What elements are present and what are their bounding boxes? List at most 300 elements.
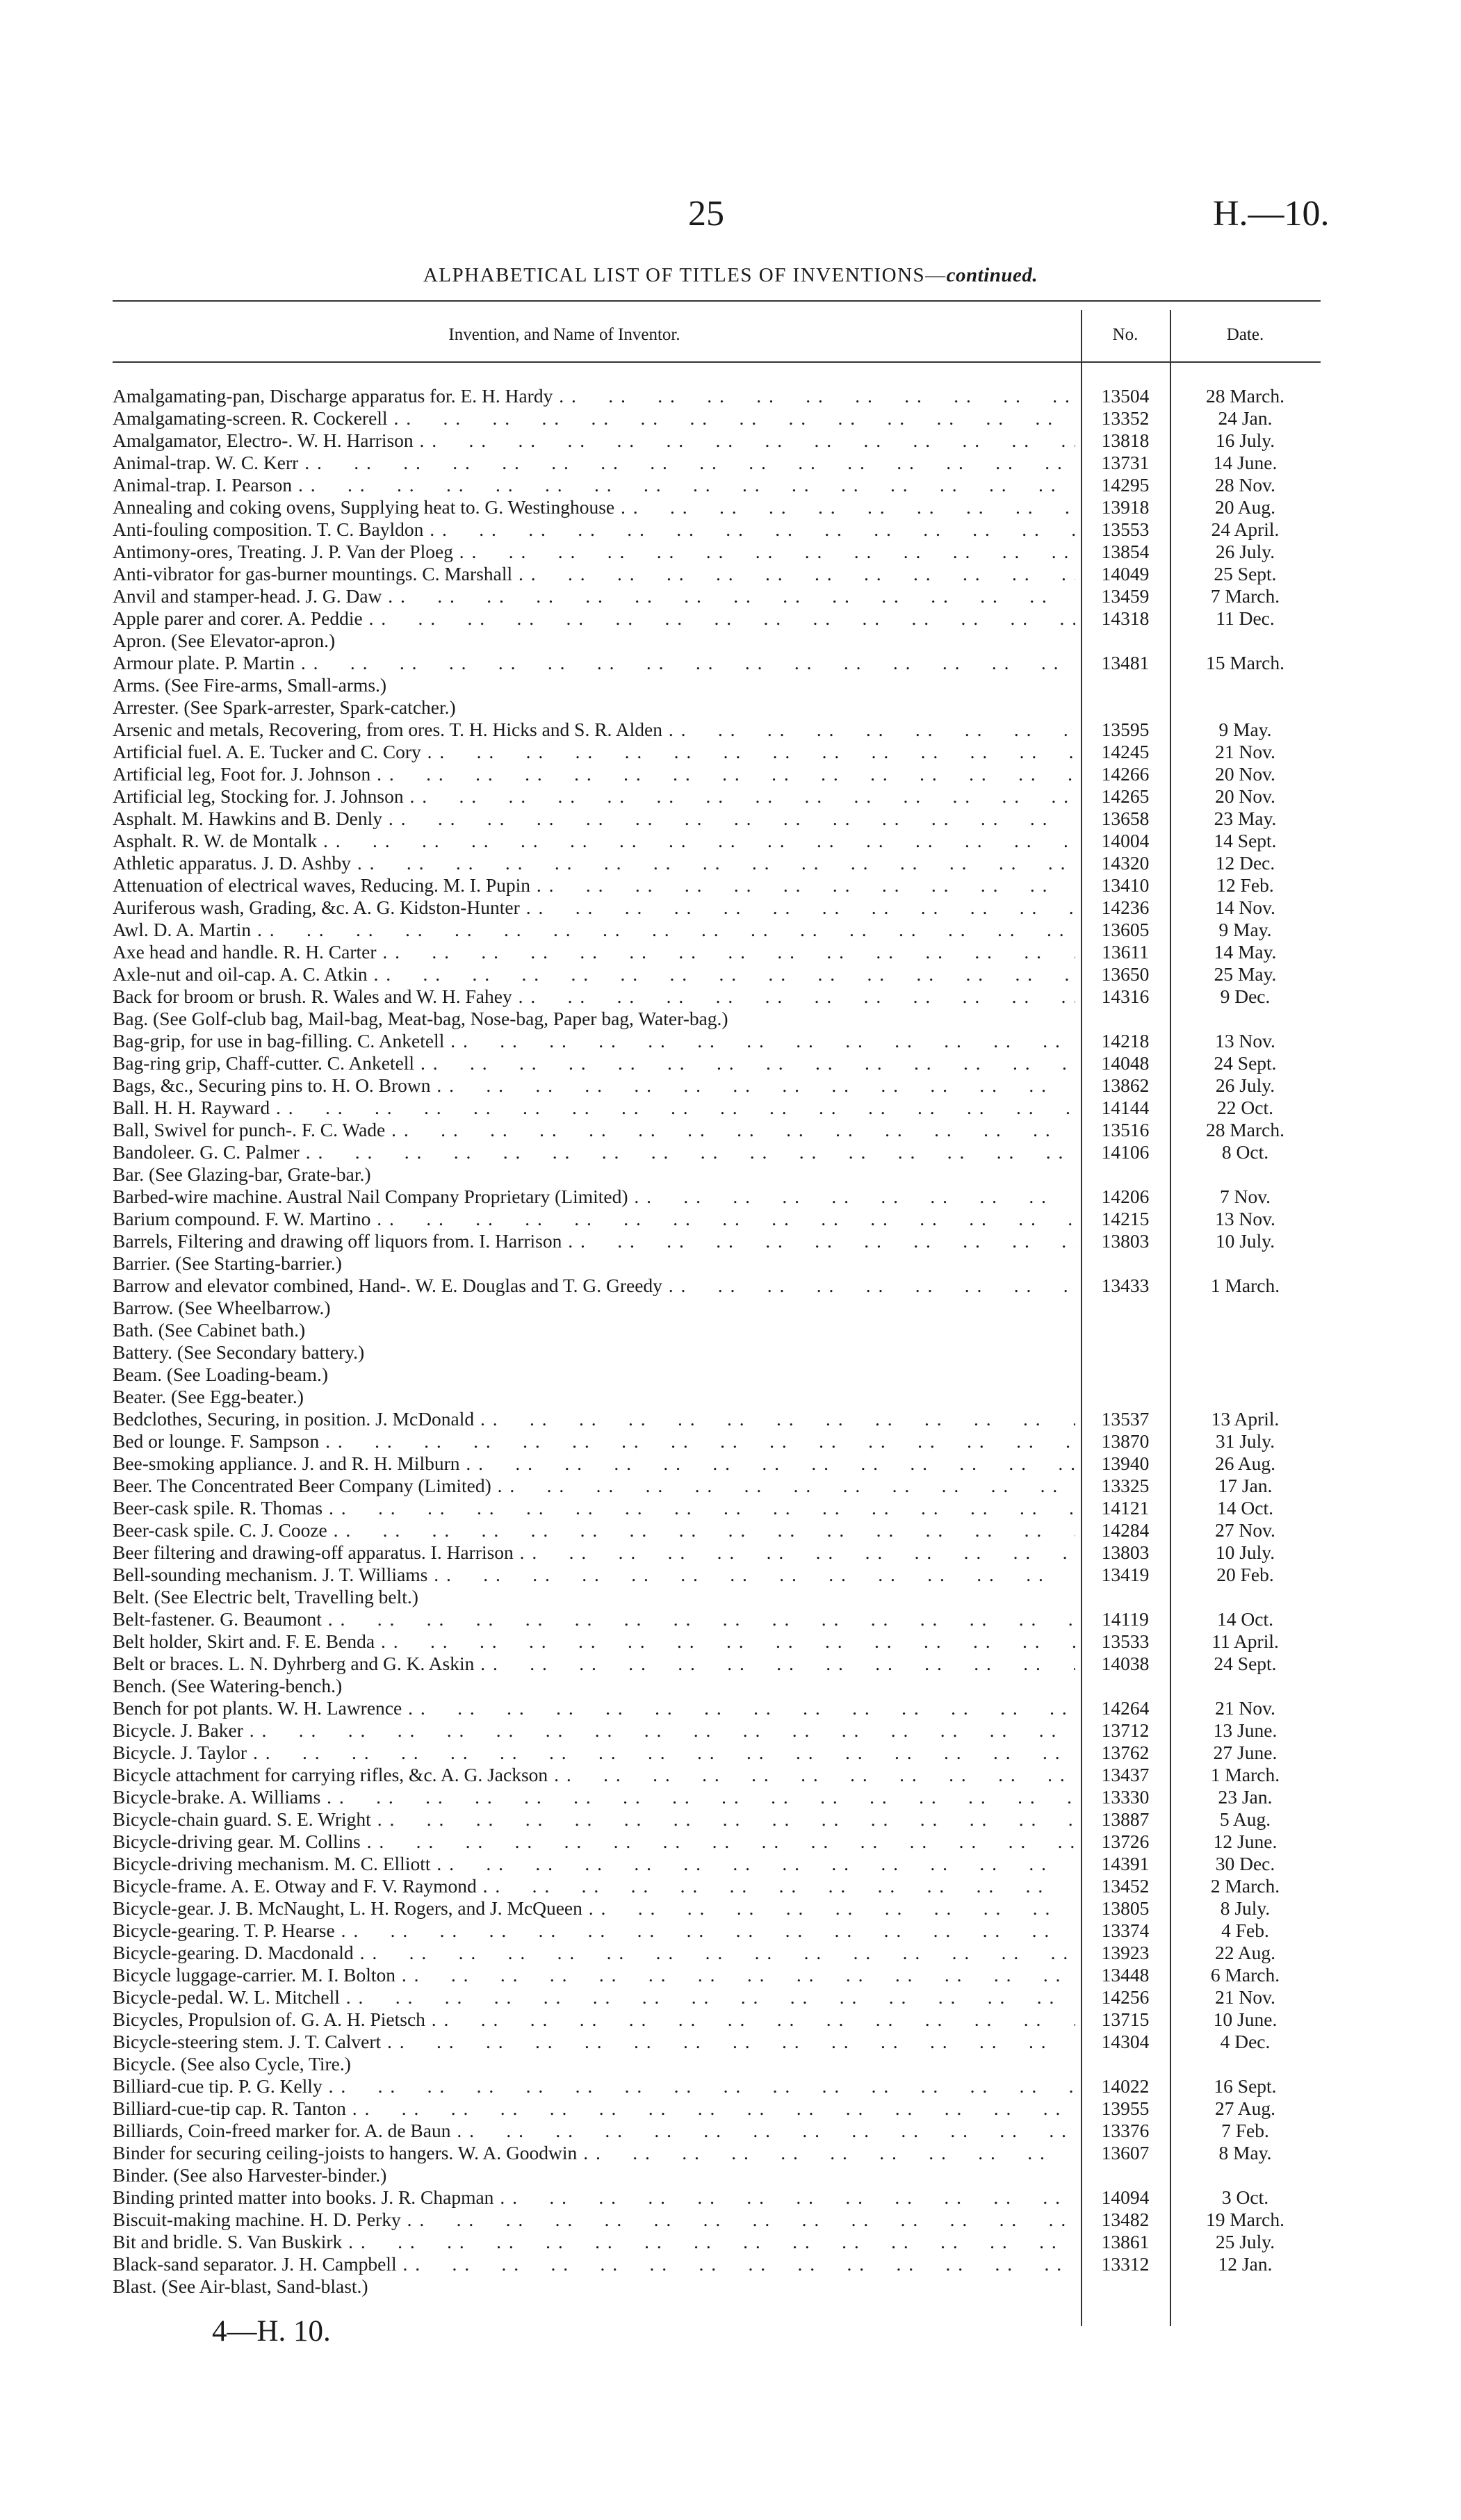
- patent-date: 31 July.: [1215, 1430, 1275, 1452]
- invention-title: Bicycle-pedal. W. L. Mitchell . .: [113, 1986, 1075, 2008]
- invention-title: Billiard-cue-tip cap. R. Tanton . .: [113, 2097, 1075, 2120]
- patent-date: 10 July.: [1215, 1230, 1275, 1252]
- patent-date: 24 April.: [1211, 518, 1280, 540]
- patent-number: 13803: [1101, 1541, 1150, 1563]
- patent-date: 5 Aug.: [1219, 1808, 1271, 1830]
- table-row: [113, 1475, 1321, 1497]
- patent-number: 13650: [1101, 963, 1150, 985]
- invention-title: Ball. H. H. Rayward . .: [113, 1097, 1075, 1119]
- invention-title: Belt-fastener. G. Beaumont . .: [113, 1608, 1075, 1630]
- table-row: [113, 1564, 1321, 1586]
- patent-number: 13712: [1101, 1719, 1150, 1741]
- invention-title: Belt. (See Electric belt, Travelling belt.): [113, 1586, 418, 1607]
- table-row: [113, 1897, 1321, 1920]
- invention-title: Bed or lounge. F. Sampson . .: [113, 1430, 1075, 1453]
- invention-title: Bicycle-gearing. T. P. Hearse . .: [113, 1920, 1075, 1942]
- table-top-rule: [113, 300, 1321, 302]
- table-row: [113, 963, 1321, 985]
- patent-date: 7 Nov.: [1219, 1186, 1271, 1207]
- table-row: [113, 830, 1321, 852]
- patent-date: 20 Aug.: [1214, 496, 1276, 518]
- patent-date: 15 March.: [1205, 652, 1285, 673]
- invention-title: Bell-sounding mechanism. J. T. Williams . .: [113, 1564, 1075, 1586]
- patent-number: 14265: [1101, 785, 1150, 807]
- invention-title: Arms. (See Fire-arms, Small-arms.): [113, 674, 387, 696]
- invention-title: Back for broom or brush. R. Wales and W. H. Fahey . .: [113, 985, 1075, 1008]
- page-number: 25: [688, 194, 724, 234]
- table-row: [113, 696, 1321, 719]
- patent-number: 13325: [1101, 1475, 1150, 1496]
- table-row: [113, 1586, 1321, 1608]
- table-row: [113, 1208, 1321, 1230]
- patent-date: 20 Nov.: [1215, 763, 1275, 785]
- invention-title: Blast. (See Air-blast, Sand-blast.): [113, 2275, 368, 2297]
- patent-number: 14264: [1101, 1697, 1150, 1719]
- invention-title: Antimony-ores, Treating. J. P. Van der Ploeg . .: [113, 541, 1075, 563]
- column-header-date: Date.: [1226, 325, 1264, 344]
- patent-date: 7 March.: [1210, 585, 1280, 607]
- invention-title: Bicycle-steering stem. J. T. Calvert . .: [113, 2031, 1075, 2053]
- table-row: [113, 1430, 1321, 1453]
- invention-title: Belt holder, Skirt and. F. E. Benda . .: [113, 1630, 1075, 1653]
- patent-date: 12 Dec.: [1215, 852, 1275, 874]
- patent-date: 8 July.: [1220, 1897, 1271, 1919]
- patent-date: 12 June.: [1213, 1831, 1278, 1852]
- invention-title: Artificial fuel. A. E. Tucker and C. Cory . .: [113, 741, 1075, 763]
- invention-title: Annealing and coking ovens, Supplying heat to. G. Westinghouse . .: [113, 496, 1075, 518]
- table-row: [113, 2186, 1321, 2209]
- patent-number: 14256: [1101, 1986, 1150, 2008]
- list-title: [0, 264, 1461, 287]
- patent-number: 14320: [1101, 852, 1150, 874]
- table-row: [113, 518, 1321, 541]
- invention-title: Bicycle. J. Baker . .: [113, 1719, 1075, 1742]
- table-row: [113, 1853, 1321, 1875]
- patent-date: 14 June.: [1213, 452, 1278, 473]
- table-row: [113, 1964, 1321, 1986]
- table-row: [113, 719, 1321, 741]
- table-row: [113, 1230, 1321, 1252]
- patent-number: 13726: [1101, 1831, 1150, 1852]
- invention-title: Bicycle. (See also Cycle, Tire.): [113, 2053, 351, 2075]
- table-row: [113, 2008, 1321, 2031]
- invention-title: Battery. (See Secondary battery.): [113, 1341, 365, 1363]
- table-body: [113, 385, 1321, 2298]
- table-row: [113, 429, 1321, 452]
- patent-number: 14144: [1101, 1097, 1150, 1118]
- invention-title: Barrow and elevator combined, Hand-. W. E. Douglas and T. G. Greedy . .: [113, 1275, 1075, 1297]
- patent-number: 13731: [1101, 452, 1150, 473]
- patent-date: 19 March.: [1205, 2209, 1285, 2230]
- patent-number: 13433: [1101, 1275, 1150, 1296]
- patent-number: 14038: [1101, 1653, 1150, 1674]
- patent-date: 20 Feb.: [1216, 1564, 1274, 1585]
- table-row: [113, 897, 1321, 919]
- patent-date: 14 Sept.: [1214, 830, 1277, 851]
- invention-title: Bicycle-gearing. D. Macdonald . .: [113, 1942, 1075, 1964]
- patent-number: 13376: [1101, 2120, 1150, 2141]
- patent-date: 27 June.: [1213, 1742, 1278, 1763]
- invention-title: Binding printed matter into books. J. R. Chapman . .: [113, 2186, 1075, 2209]
- patent-date: 11 Dec.: [1216, 607, 1275, 629]
- patent-number: 13352: [1101, 407, 1150, 429]
- patent-number: 13918: [1101, 496, 1150, 518]
- patent-number: 14316: [1101, 985, 1150, 1007]
- table-row: [113, 2209, 1321, 2231]
- invention-title: Bicycle. J. Taylor . .: [113, 1742, 1075, 1764]
- patent-date: 21 Nov.: [1215, 1986, 1275, 2008]
- invention-title: Bit and bridle. S. Van Buskirk . .: [113, 2231, 1075, 2253]
- patent-date: 27 Aug.: [1214, 2097, 1276, 2119]
- patent-number: 13762: [1101, 1742, 1150, 1763]
- patent-date: 28 March.: [1205, 385, 1285, 407]
- table-row: [113, 1742, 1321, 1764]
- patent-number: 13862: [1101, 1074, 1150, 1096]
- patent-date: 16 Sept.: [1214, 2075, 1277, 2097]
- invention-title: Axe head and handle. R. H. Carter . .: [113, 941, 1075, 963]
- patent-number: 13923: [1101, 1942, 1150, 1963]
- invention-title: Barrels, Filtering and drawing off liquors from. I. Harrison . .: [113, 1230, 1075, 1252]
- invention-title: Bicycle-driving gear. M. Collins . .: [113, 1831, 1075, 1853]
- patent-number: 14218: [1101, 1030, 1150, 1052]
- invention-title: Bag-ring grip, Chaff-cutter. C. Anketell . .: [113, 1052, 1075, 1074]
- table-row: [113, 763, 1321, 785]
- table-row: [113, 407, 1321, 429]
- patent-number: 13410: [1101, 874, 1150, 896]
- patent-number: 13437: [1101, 1764, 1150, 1785]
- list-title-suffix: continued.: [946, 264, 1038, 286]
- invention-title: Bandoleer. G. C. Palmer . .: [113, 1141, 1075, 1163]
- table-row: [113, 1808, 1321, 1831]
- table-row: [113, 1875, 1321, 1897]
- patent-date: 30 Dec.: [1215, 1853, 1275, 1874]
- invention-title: Barrow. (See Wheelbarrow.): [113, 1297, 331, 1318]
- table-row: [113, 1920, 1321, 1942]
- invention-title: Bicycle-chain guard. S. E. Wright . .: [113, 1808, 1075, 1831]
- invention-title: Armour plate. P. Martin . .: [113, 652, 1075, 674]
- table-row: [113, 1030, 1321, 1052]
- invention-title: Beater. (See Egg-beater.): [113, 1386, 304, 1407]
- table-row: [113, 919, 1321, 941]
- invention-title: Black-sand separator. J. H. Campbell . .: [113, 2253, 1075, 2275]
- patent-number: 13482: [1101, 2209, 1150, 2230]
- table-row: [113, 2164, 1321, 2186]
- invention-title: Artificial leg, Foot for. J. Johnson . .: [113, 763, 1075, 785]
- invention-title: Beam. (See Loading-beam.): [113, 1364, 329, 1385]
- patent-date: 2 March.: [1210, 1875, 1280, 1897]
- invention-title: Animal-trap. W. C. Kerr . .: [113, 452, 1075, 474]
- patent-number: 14106: [1101, 1141, 1150, 1163]
- table-row: [113, 1163, 1321, 1186]
- invention-title: Bench. (See Watering-bench.): [113, 1675, 343, 1696]
- table-row: [113, 1630, 1321, 1653]
- table-row: [113, 1141, 1321, 1163]
- invention-title: Bicycle-frame. A. E. Otway and F. V. Raymond . .: [113, 1875, 1075, 1897]
- table-row: [113, 2231, 1321, 2253]
- patent-number: 14318: [1101, 607, 1150, 629]
- patent-date: 26 Aug.: [1214, 1453, 1276, 1474]
- invention-title: Bee-smoking appliance. J. and R. H. Milburn . .: [113, 1453, 1075, 1475]
- patent-date: 22 Oct.: [1217, 1097, 1273, 1118]
- patent-number: 13553: [1101, 518, 1150, 540]
- invention-title: Bags, &c., Securing pins to. H. O. Brown . .: [113, 1074, 1075, 1097]
- patent-number: 14119: [1102, 1608, 1149, 1630]
- invention-title: Bar. (See Glazing-bar, Grate-bar.): [113, 1163, 371, 1185]
- invention-title: Ball, Swivel for punch-. F. C. Wade . .: [113, 1119, 1075, 1141]
- table-row: [113, 1986, 1321, 2008]
- invention-title: Arsenic and metals, Recovering, from ores. T. H. Hicks and S. R. Alden . .: [113, 719, 1075, 741]
- table-header-rule: [113, 361, 1321, 363]
- invention-title: Beer-cask spile. R. Thomas . .: [113, 1497, 1075, 1519]
- patent-date: 16 July.: [1215, 429, 1275, 451]
- invention-title: Bicycle-brake. A. Williams . .: [113, 1786, 1075, 1808]
- table-row: [113, 1074, 1321, 1097]
- table-row: [113, 1608, 1321, 1630]
- table-row: [113, 607, 1321, 630]
- invention-title: Binder. (See also Harvester-binder.): [113, 2164, 387, 2186]
- invention-title: Amalgamator, Electro-. W. H. Harrison . .: [113, 429, 1075, 452]
- invention-title: Asphalt. M. Hawkins and B. Denly . .: [113, 808, 1075, 830]
- patent-number: 13870: [1101, 1430, 1150, 1452]
- patent-date: 24 Jan.: [1218, 407, 1273, 429]
- invention-title: Athletic apparatus. J. D. Ashby . .: [113, 852, 1075, 874]
- invention-title: Biscuit-making machine. H. D. Perky . .: [113, 2209, 1075, 2231]
- invention-title: Beer-cask spile. C. J. Cooze . .: [113, 1519, 1075, 1541]
- invention-title: Attenuation of electrical waves, Reducing. M. I. Pupin . .: [113, 874, 1075, 897]
- patent-date: 22 Aug.: [1214, 1942, 1276, 1963]
- table-row: [113, 1008, 1321, 1030]
- patent-number: 13374: [1101, 1920, 1150, 1941]
- patent-number: 14206: [1101, 1186, 1150, 1207]
- patent-date: 4 Feb.: [1221, 1920, 1269, 1941]
- patent-number: 13533: [1101, 1630, 1150, 1652]
- patent-date: 26 July.: [1215, 541, 1275, 562]
- table-row: [113, 2275, 1321, 2298]
- invention-title: Axle-nut and oil-cap. A. C. Atkin . .: [113, 963, 1075, 985]
- table-row: [113, 1186, 1321, 1208]
- invention-title: Bag-grip, for use in bag-filling. C. Anketell . .: [113, 1030, 1075, 1052]
- patent-number: 13448: [1101, 1964, 1150, 1986]
- patent-date: 21 Nov.: [1215, 1697, 1275, 1719]
- table-row: [113, 496, 1321, 518]
- table-row: [113, 652, 1321, 674]
- invention-title: Animal-trap. I. Pearson . .: [113, 474, 1075, 496]
- invention-title: Anvil and stamper-head. J. G. Daw . .: [113, 585, 1075, 607]
- invention-title: Asphalt. R. W. de Montalk . .: [113, 830, 1075, 852]
- patent-number: 13887: [1101, 1808, 1150, 1830]
- patent-number: 13805: [1101, 1897, 1150, 1919]
- table-row: [113, 1119, 1321, 1141]
- patent-date: 7 Feb.: [1221, 2120, 1269, 2141]
- table-row: [113, 1831, 1321, 1853]
- table-row: [113, 2031, 1321, 2053]
- invention-title: Bicycle-driving mechanism. M. C. Elliott . .: [113, 1853, 1075, 1875]
- table-row: [113, 474, 1321, 496]
- invention-title: Apple parer and corer. A. Peddie . .: [113, 607, 1075, 630]
- invention-title: Anti-fouling composition. T. C. Bayldon . .: [113, 518, 1075, 541]
- patent-date: 8 May.: [1218, 2142, 1272, 2163]
- document-reference: H.—10.: [1213, 194, 1330, 234]
- table-row: [113, 941, 1321, 963]
- column-header-invention: Invention, and Name of Inventor.: [448, 325, 680, 344]
- patent-number: 14215: [1101, 1208, 1150, 1229]
- patent-date: 26 July.: [1215, 1074, 1275, 1096]
- patent-date: 1 March.: [1210, 1764, 1280, 1785]
- patent-date: 14 Nov.: [1215, 897, 1275, 918]
- invention-title: Amalgamating-screen. R. Cockerell . .: [113, 407, 1075, 429]
- invention-title: Anti-vibrator for gas-burner mountings. C. Marshall . .: [113, 563, 1075, 585]
- patent-number: 14304: [1101, 2031, 1150, 2052]
- invention-title: Auriferous wash, Grading, &c. A. G. Kidston-Hunter . .: [113, 897, 1075, 919]
- table-row: [113, 585, 1321, 607]
- invention-title: Bath. (See Cabinet bath.): [113, 1319, 306, 1341]
- patent-number: 13537: [1101, 1408, 1150, 1430]
- patent-date: 25 Sept.: [1214, 563, 1277, 584]
- patent-number: 13715: [1101, 2008, 1150, 2030]
- patent-date: 4 Dec.: [1220, 2031, 1271, 2052]
- printer-signature: 4—H. 10.: [212, 2315, 331, 2348]
- patent-date: 23 May.: [1214, 808, 1277, 829]
- table-row: [113, 1319, 1321, 1341]
- invention-title: Bicycles, Propulsion of. G. A. H. Pietsch . .: [113, 2008, 1075, 2031]
- table-row: [113, 2142, 1321, 2164]
- patent-number: 13595: [1101, 719, 1150, 740]
- patent-date: 13 April.: [1211, 1408, 1280, 1430]
- patent-number: 13611: [1102, 941, 1149, 963]
- patent-number: 13861: [1101, 2231, 1150, 2252]
- table-row: [113, 1341, 1321, 1364]
- invention-title: Beer filtering and drawing-off apparatus. I. Harrison . .: [113, 1541, 1075, 1564]
- patent-number: 13940: [1101, 1453, 1150, 1474]
- invention-title: Bicycle-gear. J. B. McNaught, L. H. Rogers, and J. McQueen . .: [113, 1897, 1075, 1920]
- table-row: [113, 1519, 1321, 1541]
- table-row: [113, 1786, 1321, 1808]
- patent-date: 3 Oct.: [1221, 2186, 1269, 2208]
- patent-date: 20 Nov.: [1215, 785, 1275, 807]
- patent-date: 1 March.: [1210, 1275, 1280, 1296]
- table-row: [113, 385, 1321, 407]
- invention-title: Bicycle luggage-carrier. M. I. Bolton . .: [113, 1964, 1075, 1986]
- table-row: [113, 452, 1321, 474]
- table-row: [113, 1764, 1321, 1786]
- patent-date: 12 Feb.: [1216, 874, 1274, 896]
- invention-title: Billiards, Coin-freed marker for. A. de Baun . .: [113, 2120, 1075, 2142]
- table-row: [113, 1497, 1321, 1519]
- patent-date: 23 Jan.: [1218, 1786, 1273, 1808]
- invention-title: Bench for pot plants. W. H. Lawrence . .: [113, 1697, 1075, 1719]
- patent-number: 13516: [1101, 1119, 1150, 1140]
- patent-number: 13658: [1101, 808, 1150, 829]
- table-row: [113, 674, 1321, 696]
- table-row: [113, 1697, 1321, 1719]
- table-row: [113, 2053, 1321, 2075]
- patent-date: 24 Sept.: [1214, 1052, 1277, 1074]
- patent-date: 14 May.: [1214, 941, 1277, 963]
- table-row: [113, 1364, 1321, 1386]
- patent-number: 13955: [1101, 2097, 1150, 2119]
- patent-number: 13312: [1101, 2253, 1150, 2275]
- patent-number: 14048: [1101, 1052, 1150, 1074]
- patent-number: 13452: [1101, 1875, 1150, 1897]
- patent-number: 13605: [1101, 919, 1150, 940]
- table-row: [113, 1275, 1321, 1297]
- patent-date: 14 Oct.: [1217, 1497, 1273, 1519]
- patent-number: 13607: [1101, 2142, 1150, 2163]
- table-row: [113, 741, 1321, 763]
- patent-number: 13818: [1101, 429, 1150, 451]
- table-row: [113, 985, 1321, 1008]
- table-row: [113, 1097, 1321, 1119]
- patent-date: 21 Nov.: [1215, 741, 1275, 762]
- list-title-main: ALPHABETICAL LIST OF TITLES OF INVENTIONS—: [423, 264, 947, 286]
- patent-number: 13419: [1101, 1564, 1150, 1585]
- table-row: [113, 2120, 1321, 2142]
- patent-date: 25 July.: [1215, 2231, 1275, 2252]
- patent-number: 13330: [1101, 1786, 1150, 1808]
- table-row: [113, 785, 1321, 808]
- patent-number: 14121: [1101, 1497, 1150, 1519]
- patent-number: 13504: [1101, 385, 1150, 407]
- patent-number: 14004: [1101, 830, 1150, 851]
- invention-title: Apron. (See Elevator-apron.): [113, 630, 336, 651]
- patent-number: 14236: [1101, 897, 1150, 918]
- patent-date: 14 Oct.: [1217, 1608, 1273, 1630]
- invention-title: Barium compound. F. W. Martino . .: [113, 1208, 1075, 1230]
- invention-title: Barbed-wire machine. Austral Nail Company Proprietary (Limited) . .: [113, 1186, 1075, 1208]
- patent-date: 9 May.: [1218, 919, 1272, 940]
- patent-date: 13 Nov.: [1215, 1030, 1275, 1052]
- patent-date: 6 March.: [1210, 1964, 1280, 1986]
- invention-title: Barrier. (See Starting-barrier.): [113, 1252, 342, 1274]
- table-row: [113, 1408, 1321, 1430]
- table-row: [113, 1386, 1321, 1408]
- invention-title: Arrester. (See Spark-arrester, Spark-catcher.): [113, 696, 456, 718]
- table-row: [113, 541, 1321, 563]
- patent-date: 10 June.: [1213, 2008, 1278, 2030]
- patent-number: 14295: [1101, 474, 1150, 496]
- table-row: [113, 1675, 1321, 1697]
- patent-number: 14022: [1101, 2075, 1150, 2097]
- table-row: [113, 808, 1321, 830]
- patent-number: 14049: [1101, 563, 1150, 584]
- invention-title: Binder for securing ceiling-joists to hangers. W. A. Goodwin . .: [113, 2142, 1075, 2164]
- patent-date: 8 Oct.: [1221, 1141, 1269, 1163]
- patent-date: 9 Dec.: [1220, 985, 1271, 1007]
- invention-title: Belt or braces. L. N. Dyhrberg and G. K. Askin . .: [113, 1653, 1075, 1675]
- patent-number: 13481: [1101, 652, 1150, 673]
- patent-number: 13803: [1101, 1230, 1150, 1252]
- patent-date: 17 Jan.: [1218, 1475, 1273, 1496]
- patent-number: 14284: [1101, 1519, 1150, 1541]
- table-row: [113, 1252, 1321, 1275]
- table-row: [113, 563, 1321, 585]
- patent-date: 25 May.: [1214, 963, 1277, 985]
- invention-title: Bag. (See Golf-club bag, Mail-bag, Meat-bag, Nose-bag, Paper bag, Water-bag.): [113, 1008, 728, 1029]
- table-row: [113, 1653, 1321, 1675]
- invention-title: Beer. The Concentrated Beer Company (Limited) . .: [113, 1475, 1075, 1497]
- table-row: [113, 1719, 1321, 1742]
- patent-date: 13 June.: [1213, 1719, 1278, 1741]
- patent-number: 13459: [1101, 585, 1150, 607]
- table-row: [113, 2253, 1321, 2275]
- invention-title: Billiard-cue tip. P. G. Kelly . .: [113, 2075, 1075, 2097]
- patent-date: 9 May.: [1218, 719, 1272, 740]
- patent-date: 10 July.: [1215, 1541, 1275, 1563]
- invention-title: Bedclothes, Securing, in position. J. McDonald . .: [113, 1408, 1075, 1430]
- table-row: [113, 852, 1321, 874]
- table-row: [113, 630, 1321, 652]
- table-row: [113, 874, 1321, 897]
